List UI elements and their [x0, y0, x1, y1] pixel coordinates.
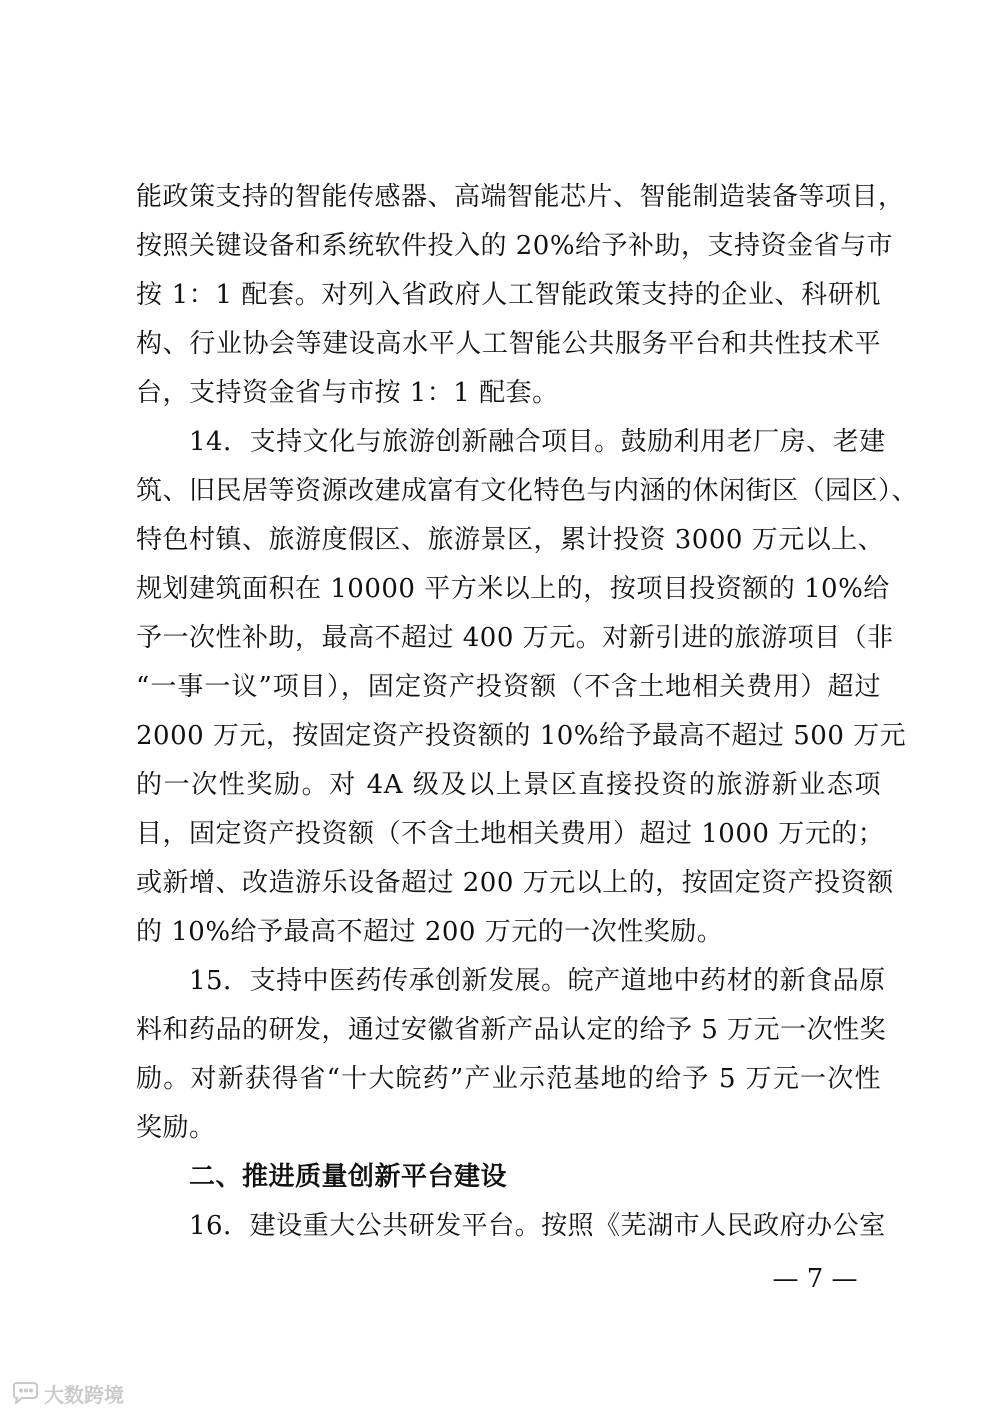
body-line: 的 10%给予最高不超过 200 万元的一次性奖励。: [136, 917, 724, 947]
body-line: 或新增、改造游乐设备超过 200 万元以上的，按固定资产投资额: [136, 868, 894, 898]
body-line: 15．支持中医药传承创新发展。皖产道地中药材的新食品原: [136, 966, 886, 996]
watermark-text: 大数跨境: [44, 1382, 124, 1407]
body-line: 予一次性补助，最高不超过 400 万元。对新引进的旅游项目（非: [136, 623, 894, 653]
body-line: 按照关键设备和系统软件投入的 20%给予补助，支持资金省与市: [136, 231, 894, 261]
body-line: 特色村镇、旅游度假区、旅游景区，累计投资 3000 万元以上、: [136, 525, 885, 555]
body-line: 奖励。: [136, 1113, 216, 1143]
body-line: 励。对新获得省“十大皖药”产业示范基地的给予 5 万元一次性: [136, 1064, 881, 1094]
body-line: 构、行业协会等建设高水平人工智能公共服务平台和共性技术平: [136, 329, 881, 359]
body-line: “一事一议”项目），固定资产投资额（不含土地相关费用）超过: [136, 672, 881, 702]
body-line: 按 1：1 配套。对列入省政府人工智能政策支持的企业、科研机: [136, 280, 881, 310]
chat-bubble-icon: [10, 1382, 40, 1404]
body-line: 台，支持资金省与市按 1：1 配套。: [136, 378, 559, 408]
section-heading: 二、推进质量创新平台建设: [136, 1162, 508, 1192]
body-line: 16．建设重大公共研发平台。按照《芜湖市人民政府办公室: [136, 1211, 886, 1241]
page-number: — 7 —: [772, 1264, 858, 1294]
body-line: 规划建筑面积在 10000 平方米以上的，按项目投资额的 10%给: [136, 574, 890, 604]
body-line: 目，固定资产投资额（不含土地相关费用）超过 1000 万元的；: [136, 819, 885, 849]
body-line: 14．支持文化与旅游创新融合项目。鼓励利用老厂房、老建: [136, 427, 886, 457]
body-line: 筑、旧民居等资源改建成富有文化特色与内涵的休闲街区（园区）、: [136, 476, 919, 506]
body-line: 的一次性奖励。对 4A 级及以上景区直接投资的旅游新业态项: [136, 770, 881, 800]
body-line: 料和药品的研发，通过安徽省新产品认定的给予 5 万元一次性奖: [136, 1015, 887, 1045]
body-line: 能政策支持的智能传感器、高端智能芯片、智能制造装备等项目，: [136, 182, 905, 212]
body-line: 2000 万元，按固定资产投资额的 10%给予最高不超过 500 万元: [136, 721, 907, 751]
watermark: [10, 1380, 124, 1406]
